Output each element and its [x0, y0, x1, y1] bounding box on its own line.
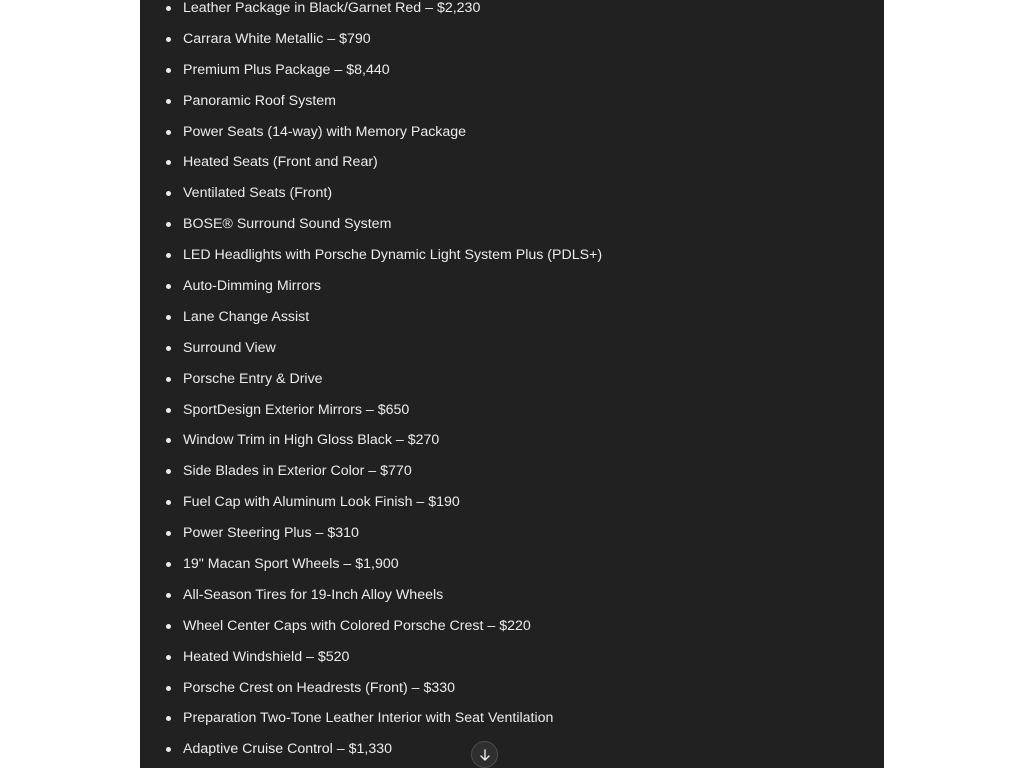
list-item-text: Lane Change Assist — [183, 308, 310, 325]
list-item — [140, 55, 602, 86]
bullet-icon — [166, 130, 171, 135]
list-item-text: Side Blades in Exterior Color – $770 — [183, 463, 412, 480]
list-item-text: SportDesign Exterior Mirrors – $650 — [183, 401, 410, 418]
bullet-icon — [166, 469, 171, 474]
list-item-text: Heated Windshield – $520 — [183, 648, 350, 665]
list-item — [140, 24, 602, 55]
bullet-icon — [166, 624, 171, 629]
list-item-text: Surround View — [183, 339, 276, 356]
list-item — [140, 86, 602, 117]
list-item — [140, 240, 602, 271]
list-item-text: Power Seats (14-way) with Memory Package — [183, 123, 467, 140]
bullet-icon — [166, 686, 171, 691]
list-item — [140, 549, 602, 580]
bullet-icon — [166, 500, 171, 505]
list-item-text: Porsche Crest on Headrests (Front) – $330 — [183, 679, 456, 696]
bullet-icon — [166, 593, 171, 598]
list-item-text: Premium Plus Package – $8,440 — [183, 61, 390, 78]
list-item-text: All-Season Tires for 19-Inch Alloy Wheels — [183, 586, 444, 603]
list-item-text: Leather Package in Black/Garnet Red – $2,230 — [183, 0, 481, 16]
list-item — [140, 0, 602, 24]
bullet-icon — [166, 160, 171, 165]
list-item-text: Fuel Cap with Aluminum Look Finish – $190 — [183, 494, 460, 511]
list-item — [140, 487, 602, 518]
bullet-icon — [166, 655, 171, 660]
arrow-down-icon — [478, 748, 492, 762]
list-item-text: Preparation Two-Tone Leather Interior with Seat Ventilation — [183, 710, 554, 727]
list-item-text: Window Trim in High Gloss Black – $270 — [183, 432, 440, 449]
list-item-text: LED Headlights with Porsche Dynamic Light System Plus (PDLS+) — [183, 247, 603, 264]
bullet-icon — [166, 191, 171, 196]
bullet-icon — [166, 716, 171, 721]
list-item-text: Panoramic Roof System — [183, 92, 336, 109]
list-item-text: Auto-Dimming Mirrors — [183, 278, 321, 295]
list-item — [140, 117, 602, 148]
bullet-icon — [166, 531, 171, 536]
bullet-icon — [166, 315, 171, 320]
bullet-icon — [166, 6, 171, 11]
list-item-text: Porsche Entry & Drive — [183, 370, 323, 387]
list-item — [140, 580, 602, 611]
list-item — [140, 364, 602, 395]
list-item-text: Wheel Center Caps with Colored Porsche Crest – $220 — [183, 617, 531, 634]
bullet-icon — [166, 37, 171, 42]
list-item-text: Power Steering Plus – $310 — [183, 525, 359, 542]
list-item-text: Heated Seats (Front and Rear) — [183, 154, 378, 171]
list-item — [140, 518, 602, 549]
list-item — [140, 456, 602, 487]
bullet-icon — [166, 562, 171, 567]
bullet-icon — [166, 68, 171, 73]
bullet-icon — [166, 747, 171, 752]
bullet-icon — [166, 284, 171, 289]
list-item — [140, 611, 602, 642]
list-item — [140, 271, 602, 302]
list-item — [140, 333, 602, 364]
list-item-text: Adaptive Cruise Control – $1,330 — [183, 741, 392, 758]
list-item — [140, 147, 602, 178]
bullet-icon — [166, 99, 171, 104]
bullet-icon — [166, 346, 171, 351]
list-item-text: 19" Macan Sport Wheels – $1,900 — [183, 556, 399, 573]
list-item-text: Ventilated Seats (Front) — [183, 185, 333, 202]
list-item — [140, 642, 602, 673]
bullet-icon — [166, 408, 171, 413]
chat-message-panel — [140, 0, 884, 768]
list-item-text: BOSE® Surround Sound System — [183, 216, 392, 233]
list-item — [140, 302, 602, 333]
list-item-text: Carrara White Metallic – $790 — [183, 30, 371, 47]
list-item — [140, 395, 602, 426]
bullet-icon — [166, 222, 171, 227]
list-item — [140, 178, 602, 209]
list-item — [140, 673, 602, 704]
feature-list — [140, 0, 602, 765]
bullet-icon — [166, 253, 171, 258]
list-item — [140, 209, 602, 240]
bullet-icon — [166, 438, 171, 443]
list-item — [140, 734, 602, 765]
list-item — [140, 425, 602, 456]
bullet-icon — [166, 377, 171, 382]
scroll-to-bottom-button[interactable] — [471, 741, 498, 768]
list-item — [140, 703, 602, 734]
